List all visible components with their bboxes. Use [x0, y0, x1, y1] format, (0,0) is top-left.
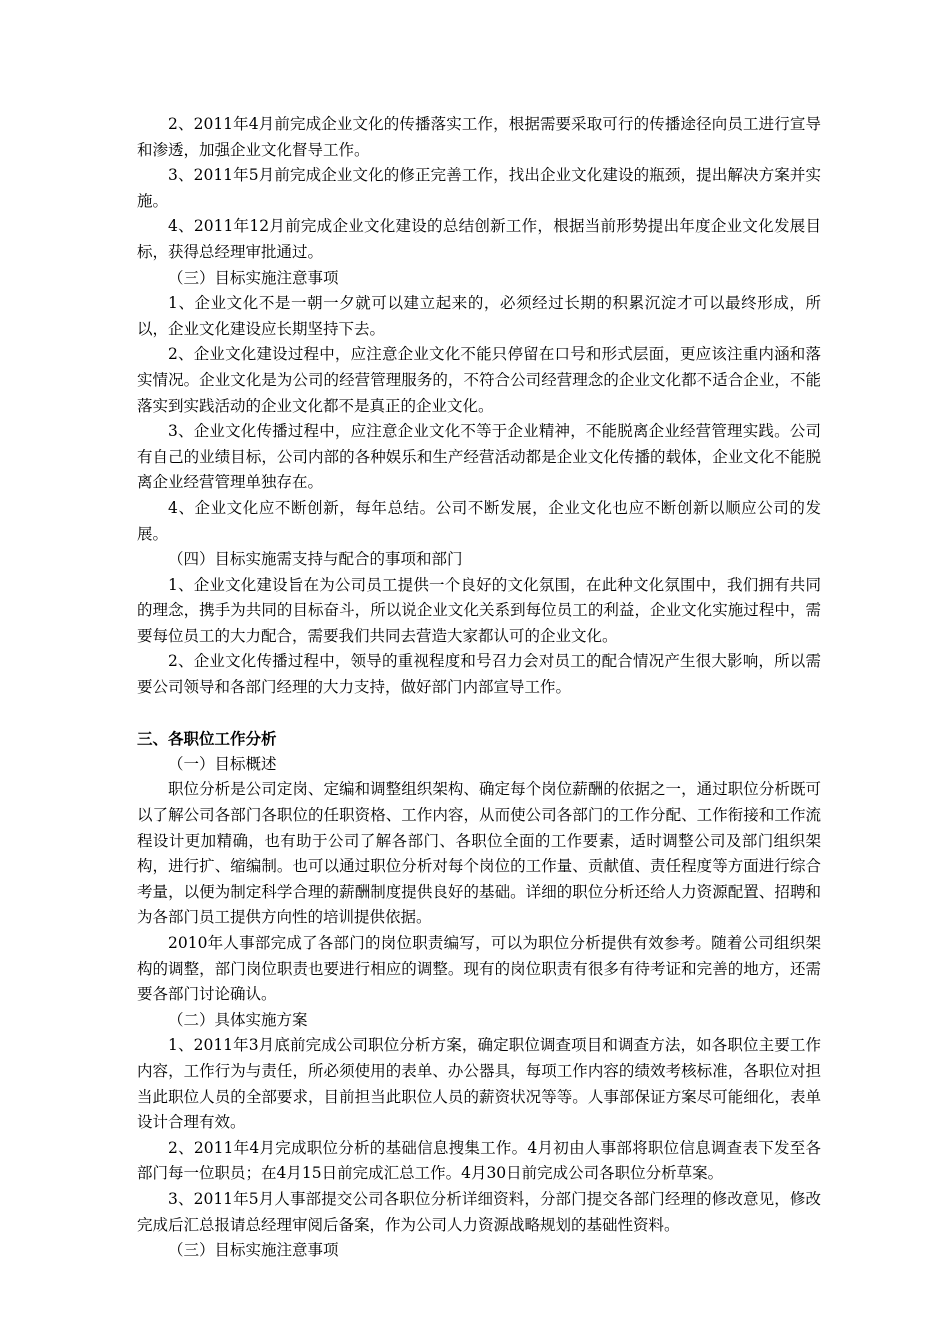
paragraph: 2、2011年4月前完成企业文化的传播落实工作，根据需要采取可行的传播途径向员工进行宣导和渗透，加强企业文化督导工作。: [137, 115, 821, 159]
subheading-notes: （三）目标实施注意事项: [168, 268, 339, 287]
paragraph: 2、2011年4月完成职位分析的基础信息搜集工作。4月初由人事部将职位信息调查表下发至各部门每一位职员；在4月15日前完成汇总工作。4月30日前完成公司各职位分析草案。: [137, 1138, 821, 1183]
paragraph: 4、2011年12月前完成企业文化建设的总结创新工作，根据当前形势提出年度企业文化发展目标，获得总经理审批通过。: [137, 217, 821, 261]
subheading-overview: （一）目标概述: [168, 754, 277, 773]
paragraph: 1、企业文化建设旨在为公司员工提供一个良好的文化氛围，在此种文化氛围中，我们拥有共同的理念，携手为共同的目标奋斗，所以说企业文化关系到每位员工的利益，企业文化实施过程中，需要每位员工的大力配合，需要我们共同去营造大家都认可的企业文化。: [137, 575, 821, 645]
paragraph: 职位分析是公司定岗、定编和调整组织架构、确定每个岗位薪酬的依据之一，通过职位分析既可以了解公司各部门各职位的任职资格、工作内容，从而使公司各部门的工作分配、工作衔接和工作流程设计更加精确，也有助于公司了解各部门、各职位全面的工作要素，适时调整公司及部门组织架构，进行扩、缩编制。也可以通过职位分析对每个岗位的工作量、贡献值、责任程度等方面进行综合考量，以便为制定科学合理的薪酬制度提供良好的基础。详细的职位分析还给人力资源配置、招聘和为各部门员工提供方向性的培训提供依据。: [137, 780, 821, 927]
subheading-notes: （三）目标实施注意事项: [168, 1241, 339, 1260]
paragraph: 3、2011年5月人事部提交公司各职位分析详细资料，分部门提交各部门经理的修改意见，修改完成后汇总报请总经理审阅后备案，作为公司人力资源战略规划的基础性资料。: [137, 1189, 821, 1234]
paragraph: 1、2011年3月底前完成公司职位分析方案，确定职位调查项目和调查方法，如各职位主要工作内容，工作行为与责任，所必须使用的表单、办公器具，每项工作内容的绩效考核标准，各职位对担当此职位人员的全部要求，目前担当此职位人员的薪资状况等等。人事部保证方案尽可能细化，表单设计合理有效。: [137, 1036, 821, 1132]
subheading-support: （四）目标实施需支持与配合的事项和部门: [168, 550, 463, 569]
paragraph: 3、2011年5月前完成企业文化的修正完善工作，找出企业文化建设的瓶颈，提出解决方案并实施。: [137, 166, 821, 210]
subheading-plan: （二）具体实施方案: [168, 1010, 308, 1029]
paragraph: 4、企业文化应不断创新，每年总结。公司不断发展，企业文化也应不断创新以顺应公司的发展。: [137, 498, 821, 543]
paragraph: 3、企业文化传播过程中，应注意企业文化不等于企业精神，不能脱离企业经营管理实践。公司有自己的业绩目标，公司内部的各种娱乐和生产经营活动都是企业文化传播的载体，企业文化不能脱离企业经营管理单独存在。: [137, 422, 821, 492]
paragraph: 2、企业文化传播过程中，领导的重视程度和号召力会对员工的配合情况产生很大影响，所以需要公司领导和各部门经理的大力支持，做好部门内部宣导工作。: [137, 652, 821, 697]
section-title: 三、各职位工作分析: [137, 729, 277, 749]
document-body: [137, 112, 821, 1264]
paragraph: 2010年人事部完成了各部门的岗位职责编写，可以为职位分析提供有效参考。随着公司组织架构的调整，部门岗位职责也要进行相应的调整。现有的岗位职责有很多有待考证和完善的地方，还需要各部门讨论确认。: [137, 934, 821, 1004]
paragraph: 1、企业文化不是一朝一夕就可以建立起来的，必须经过长期的积累沉淀才可以最终形成，所以，企业文化建设应长期坚持下去。: [137, 294, 821, 338]
paragraph: 2、企业文化建设过程中，应注意企业文化不能只停留在口号和形式层面，更应该注重内涵和落实情况。企业文化是为公司的经营管理服务的，不符合公司经营理念的企业文化都不适合企业，不能落实到实践活动的企业文化都不是真正的企业文化。: [137, 345, 821, 415]
blank-line: [137, 701, 821, 727]
